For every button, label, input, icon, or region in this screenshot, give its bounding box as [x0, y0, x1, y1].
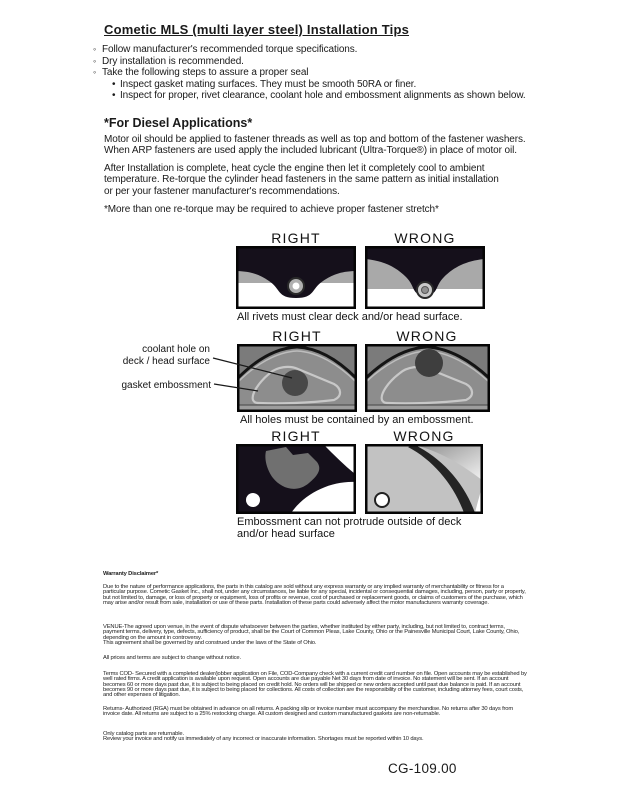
- protrusion-right-diagram: [237, 445, 355, 513]
- returns-paragraph: Returns- Authorized (RGA) must be obtained in advance on all returns. A packing slip or invoice number must accompany the merchandise. No returns after 30 days from invoice date. All returns are subject to a 25% restocking charge. All custom designed and custom manufactured gaskets are non-returnable.: [103, 706, 514, 718]
- bolt-hole-icon: [375, 493, 389, 507]
- set2-right-label: RIGHT: [272, 328, 322, 344]
- paragraph-text: Review your invoice and notify us immediately of any incorrect or inaccurate information. Shortages must be reported within 10 days.: [103, 736, 424, 743]
- embossment-right-diagram: [238, 345, 356, 411]
- paragraph-line: temperature. Re-torque the cylinder head fasteners in the same pattern as initial installation: [104, 174, 499, 186]
- list-item: ◦ Dry installation is recommended.: [93, 56, 526, 68]
- paragraph-line: or per your fastener manufacturer's recommendations.: [104, 185, 340, 197]
- installation-diagrams: [0, 222, 618, 552]
- catalog-page-code: CG-109.00: [388, 761, 457, 776]
- coolant-hole-label: deck / head surface: [122, 356, 210, 367]
- protrusion-wrong-diagram: [366, 445, 482, 513]
- coolant-hole-icon: [415, 349, 443, 377]
- set1-caption: All rivets must clear deck and/or head surface.: [237, 311, 463, 323]
- gasket-embossment-label: gasket embossment: [121, 380, 211, 391]
- set3-wrong-label: WRONG: [393, 428, 455, 444]
- warranty-paragraph: Due to the nature of performance applications, the parts in this catalog are sold without any express warranty or any implied warranty of merchantability or fitness for a particular purpose. Cometic Gasket Inc., shall not, under any circumstances, be liable for any special, incidental or consequential damages, including, person, party or property, but not limited to, damage, or loss of property or equipment, loss of profits or revenue, cost of purchased or replacement goods, or claims of customers of the purchase, which may arise and/or result from sale, installation or use of these parts. Installation of these parts could adversely affect the motor manufacturers warranty coverage.: [103, 584, 526, 606]
- set3-caption: and/or head surface: [237, 528, 335, 540]
- set1-wrong-label: WRONG: [394, 230, 456, 246]
- rivet-right-diagram: [237, 247, 355, 308]
- set2-wrong-label: WRONG: [396, 328, 458, 344]
- terms-cod-paragraph: Terms COD- Secured with a completed dealer/jobber application on File, COD-Company check with a current credit card number on file. Open accounts may be established by well rated firms. A credit application is available upon request. Open accounts are due payable Net 30 days from date of invoice. No statement will be sent. If an account becomes 60 or more days past due, it is subject to being placed on credit hold. No orders will be shipped or new orders accepted until past due balance is paid. If an account becomes 90 or more days past due, it is subject to being placed for collections. All costs of collection are the responsibility of the customer, including attorney fees, court costs, and other expenses of litigation.: [103, 671, 527, 699]
- paragraph-line: When ARP fasteners are used apply the included lubricant (Ultra-Torque®) in place of motor oil.: [104, 145, 517, 157]
- list-sub-item: • Inspect for proper, rivet clearance, coolant hole and embossment alignments as shown below.: [93, 90, 526, 102]
- venue-paragraph: [103, 625, 527, 646]
- diesel-heading: *For Diesel Applications*: [104, 116, 253, 130]
- list-item: ◦ Take the following steps to assure a proper seal: [93, 67, 526, 79]
- list-sub-item: • Inspect gasket mating surfaces. They must be smooth 50RA or finer.: [93, 79, 526, 91]
- page-title: Cometic MLS (multi layer steel) Installation Tips: [104, 22, 410, 37]
- retorque-note: [104, 204, 439, 215]
- paragraph-text: VENUE-The agreed upon venue, in the event of dispute whatsoever between the parties, whether instituted by either party, including, but not limited to, contract terms, payment terms, delivery, type, defects, sufficiency of product, shall be the Court of Common Pleas, Lake County, Ohio or the Painesville Municipal Court, Lake County, Ohio, depending on the amount in controversy.: [103, 624, 520, 641]
- prices-paragraph: All prices and terms are subject to change without notice.: [103, 655, 241, 661]
- bolt-hole-icon: [246, 493, 260, 507]
- paragraph-line: *More than one re-torque may be required to achieve proper fastener stretch*: [104, 204, 439, 215]
- paragraph-text: This agreement shall be governed by and construed under the laws of the State of Ohio.: [103, 639, 317, 646]
- coolant-hole-label: coolant hole on: [142, 344, 210, 355]
- set2-caption: All holes must be contained by an embossment.: [240, 414, 474, 426]
- set3-right-label: RIGHT: [271, 428, 321, 444]
- diesel-paragraph-2: [104, 163, 499, 197]
- list-item: ◦ Follow manufacturer's recommended torque specifications.: [93, 44, 526, 56]
- set3-caption: Embossment can not protrude outside of deck: [237, 516, 462, 528]
- paragraph-line: Motor oil should be applied to fastener threads as well as top and bottom of the fastener washers.: [104, 134, 526, 145]
- embossment-wrong-diagram: [366, 345, 489, 411]
- rivet-wrong-diagram: [366, 247, 484, 308]
- set1-right-label: RIGHT: [271, 230, 321, 246]
- returnable-paragraph: [103, 732, 527, 743]
- paragraph-line: After Installation is complete, heat cycle the engine then let it completely cool to ambient: [104, 163, 485, 174]
- installation-tips-list: [93, 44, 526, 102]
- warranty-disclaimer-heading: Warranty Disclaimer*: [103, 571, 159, 577]
- paragraph-text: Only catalog parts are returnable.: [103, 731, 184, 737]
- diesel-paragraph-1: [104, 134, 526, 157]
- coolant-hole-icon: [282, 370, 308, 396]
